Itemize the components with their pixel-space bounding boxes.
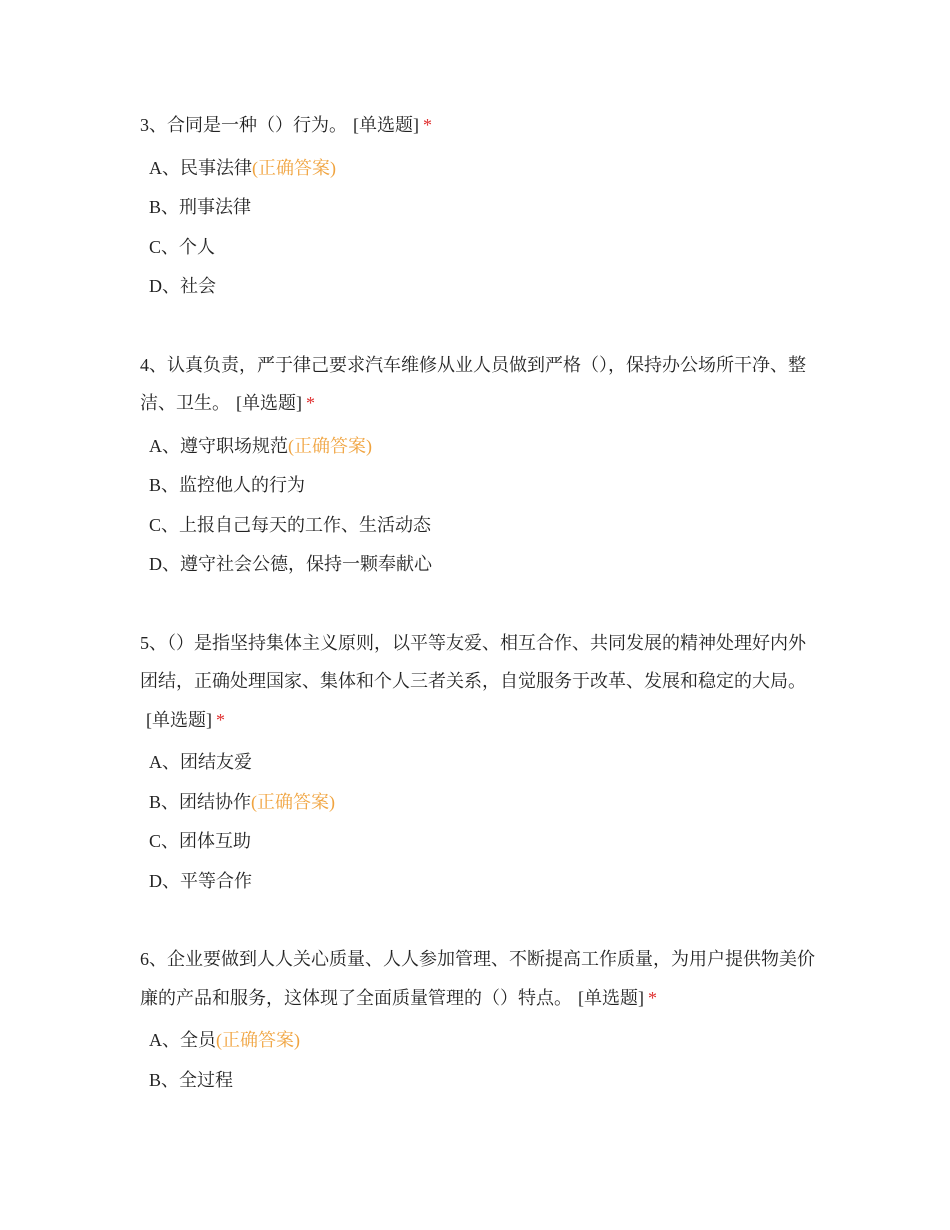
- option-label: A、遵守职场规范: [149, 435, 288, 456]
- option-b: [140, 783, 820, 823]
- required-mark: *: [423, 115, 432, 135]
- option-a: [140, 743, 820, 783]
- option-label: B、团结协作: [149, 791, 252, 812]
- option-list: [140, 743, 820, 901]
- correct-answer-mark: (正确答案): [216, 1030, 300, 1050]
- option-label: D、遵守社会公德，保持一颗奉献心: [149, 554, 432, 574]
- option-label: B、全过程: [149, 1069, 234, 1090]
- question-type: [单选题]: [146, 709, 212, 730]
- option-a: [140, 1021, 820, 1061]
- option-b: [140, 466, 820, 506]
- option-b: [140, 188, 820, 228]
- question-5: [140, 624, 820, 902]
- option-list: [140, 427, 820, 585]
- option-b: [140, 1061, 820, 1101]
- question-text: [140, 624, 820, 740]
- option-d: [140, 267, 820, 307]
- option-label: C、上报自己每天的工作、生活动态: [149, 514, 432, 535]
- option-label: A、全员: [149, 1030, 216, 1050]
- option-a: [140, 427, 820, 467]
- option-d: [140, 862, 820, 902]
- question-type: [单选题]: [236, 393, 302, 413]
- correct-answer-mark: (正确答案): [288, 435, 372, 456]
- option-label: C、个人: [149, 236, 216, 257]
- required-mark: *: [306, 393, 315, 413]
- required-mark: *: [648, 987, 657, 1008]
- question-3: [140, 106, 820, 307]
- option-c: [140, 228, 820, 268]
- option-list: [140, 1021, 820, 1100]
- option-label: A、民事法律: [149, 157, 252, 178]
- option-label: A、团结友爱: [149, 752, 252, 772]
- correct-answer-mark: (正确答案): [251, 791, 336, 812]
- question-list: [140, 106, 820, 1139]
- question-text: [140, 106, 820, 145]
- option-label: D、平等合作: [149, 870, 252, 891]
- required-mark: *: [216, 709, 225, 730]
- option-label: C、团体互助: [149, 831, 252, 851]
- option-label: B、刑事法律: [149, 197, 252, 217]
- question-stem: 3、合同是一种（）行为。: [140, 115, 347, 135]
- correct-answer-mark: (正确答案): [252, 157, 336, 178]
- question-type: [单选题]: [353, 115, 419, 135]
- option-list: [140, 149, 820, 307]
- question-text: [140, 346, 820, 423]
- option-label: B、监控他人的行为: [149, 475, 306, 495]
- option-c: [140, 506, 820, 546]
- question-stem: 5、（）是指坚持集体主义原则，以平等友爱、相互合作、共同发展的精神处理好内外团结，正确处理国家、集体和个人三者关系，自觉服务于改革、发展和稳定的大局。: [140, 632, 806, 691]
- question-type: [单选题]: [578, 987, 644, 1008]
- question-stem: 4、认真负责，严于律己要求汽车维修从业人员做到严格（），保持办公场所干净、整洁、卫生。: [140, 354, 806, 413]
- option-d: [140, 545, 820, 585]
- option-label: D、社会: [149, 276, 216, 296]
- option-a: [140, 149, 820, 189]
- question-stem: 6、企业要做到人人关心质量、人人参加管理、不断提高工作质量，为用户提供物美价廉的产品和服务，这体现了全面质量管理的（）特点。: [140, 949, 815, 1008]
- option-c: [140, 822, 820, 862]
- question-text: [140, 940, 820, 1017]
- question-4: [140, 346, 820, 585]
- question-6: [140, 940, 820, 1100]
